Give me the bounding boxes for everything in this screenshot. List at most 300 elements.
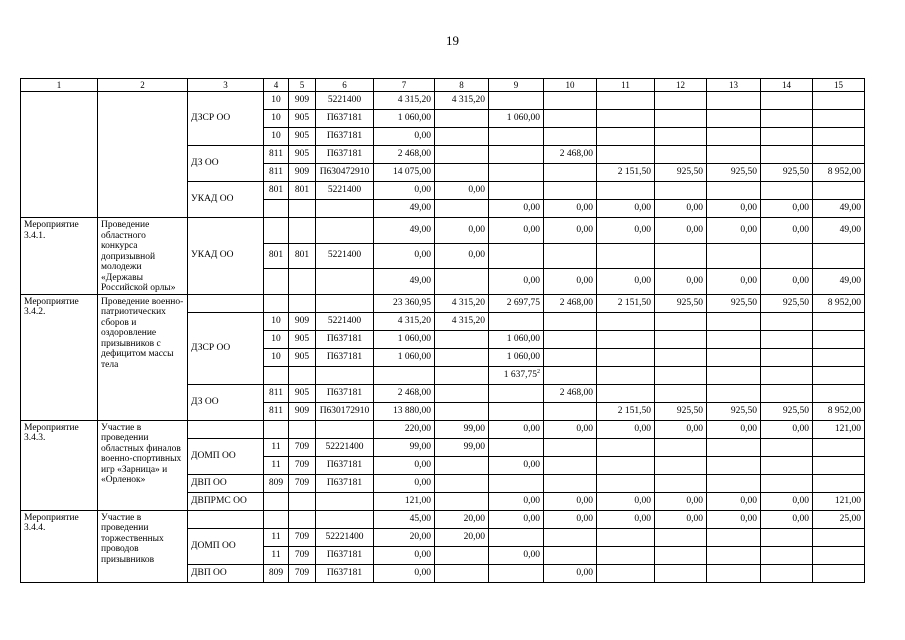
activity-code: Мероприятие 3.4.3. [21, 420, 98, 510]
amount-cell [655, 330, 707, 348]
amount-cell [597, 366, 655, 384]
amount-cell: 925,50 [707, 402, 761, 420]
amount-cell [655, 348, 707, 366]
amount-cell: 2 468,00 [544, 384, 597, 402]
column-header: 11 [597, 79, 655, 92]
amount-cell [597, 128, 655, 146]
code-cell: 811 [264, 384, 289, 402]
amount-cell [813, 312, 865, 330]
column-header: 15 [813, 79, 865, 92]
code-cell: 801 [289, 243, 316, 269]
amount-cell: 0,00 [374, 456, 435, 474]
code-cell: 10 [264, 110, 289, 128]
amount-cell: 49,00 [813, 200, 865, 218]
amount-cell [761, 312, 813, 330]
amount-cell: 1 060,00 [489, 110, 544, 128]
amount-cell: 0,00 [374, 474, 435, 492]
amount-cell [597, 243, 655, 269]
code-cell: П637181 [316, 384, 374, 402]
code-cell: П637181 [316, 110, 374, 128]
amount-cell: 220,00 [374, 420, 435, 438]
amount-cell [707, 474, 761, 492]
amount-cell [544, 110, 597, 128]
code-cell: П637181 [316, 546, 374, 564]
code-cell: 10 [264, 330, 289, 348]
amount-cell: 0,00 [597, 510, 655, 528]
empty-cell [188, 420, 264, 438]
amount-cell [655, 146, 707, 164]
amount-cell: 0,00 [655, 420, 707, 438]
amount-cell [435, 146, 489, 164]
code-cell: 905 [289, 110, 316, 128]
column-header: 9 [489, 79, 544, 92]
column-header: 7 [374, 79, 435, 92]
amount-cell [761, 182, 813, 200]
amount-cell: 1 060,00 [489, 330, 544, 348]
amount-cell [655, 92, 707, 110]
code-cell: 801 [289, 182, 316, 200]
amount-cell [435, 546, 489, 564]
code-cell [289, 366, 316, 384]
amount-cell [655, 366, 707, 384]
amount-cell: 0,00 [489, 510, 544, 528]
code-cell: 801 [264, 243, 289, 269]
amount-cell: 49,00 [813, 269, 865, 295]
amount-cell [761, 474, 813, 492]
amount-cell [544, 438, 597, 456]
amount-cell [707, 528, 761, 546]
amount-cell [489, 402, 544, 420]
amount-cell [544, 312, 597, 330]
code-cell [316, 492, 374, 510]
amount-cell: 4 315,20 [435, 312, 489, 330]
code-cell: 5221400 [316, 243, 374, 269]
amount-cell [655, 438, 707, 456]
code-cell: 10 [264, 312, 289, 330]
amount-cell: 20,00 [435, 528, 489, 546]
amount-cell [544, 456, 597, 474]
amount-cell: 4 315,20 [435, 92, 489, 110]
amount-cell: 0,00 [597, 269, 655, 295]
funding-source-cell: ДОМП ОО [188, 528, 264, 564]
amount-cell: 0,00 [655, 200, 707, 218]
amount-cell: 99,00 [435, 438, 489, 456]
code-cell: 709 [289, 438, 316, 456]
code-cell: 909 [289, 402, 316, 420]
column-header: 3 [188, 79, 264, 92]
code-cell [264, 492, 289, 510]
code-cell [316, 366, 374, 384]
amount-cell: 99,00 [435, 420, 489, 438]
amount-cell: 2 151,50 [597, 164, 655, 182]
amount-cell: 0,00 [597, 420, 655, 438]
activity-description: Участие в проведении областных финалов военно-спортивных игр «Зарница» и «Орленок» [98, 420, 188, 510]
amount-cell [707, 182, 761, 200]
amount-cell: 0,00 [655, 269, 707, 295]
amount-cell [435, 402, 489, 420]
amount-cell [489, 146, 544, 164]
code-cell: 5221400 [316, 312, 374, 330]
code-cell [316, 269, 374, 295]
amount-value: 1 637,75 [503, 369, 537, 380]
amount-cell: 25,00 [813, 510, 865, 528]
activity-description: Проведение областного конкурса допризывной молодежи «Державы Российской орлы» [98, 218, 188, 295]
funding-source-cell: ДЗ ОО [188, 146, 264, 182]
amount-cell [544, 348, 597, 366]
activity-code: Мероприятие 3.4.2. [21, 294, 98, 420]
amount-cell: 0,00 [489, 218, 544, 244]
amount-cell [489, 312, 544, 330]
amount-cell: 20,00 [435, 510, 489, 528]
amount-cell [544, 182, 597, 200]
amount-cell: 1 060,00 [374, 110, 435, 128]
amount-cell: 0,00 [489, 420, 544, 438]
amount-cell [707, 438, 761, 456]
code-cell [316, 420, 374, 438]
amount-cell [813, 128, 865, 146]
amount-cell [761, 546, 813, 564]
funding-source-cell: ДВП ОО [188, 474, 264, 492]
amount-cell [761, 564, 813, 582]
amount-cell [761, 438, 813, 456]
footnote-mark: 2 [537, 368, 540, 375]
column-header: 8 [435, 79, 489, 92]
amount-cell [435, 492, 489, 510]
amount-cell [707, 128, 761, 146]
amount-cell: 0,00 [435, 182, 489, 200]
amount-cell [707, 348, 761, 366]
amount-cell: 925,50 [655, 164, 707, 182]
code-cell: 709 [289, 474, 316, 492]
column-header: 5 [289, 79, 316, 92]
amount-cell: 2 468,00 [374, 146, 435, 164]
amount-cell [813, 474, 865, 492]
code-cell [316, 510, 374, 528]
code-cell [316, 294, 374, 312]
amount-cell: 0,00 [489, 200, 544, 218]
funding-source-cell: ДЗСР ОО [188, 312, 264, 384]
code-cell [289, 269, 316, 295]
amount-cell: 0,00 [374, 546, 435, 564]
code-cell [316, 200, 374, 218]
amount-cell [597, 348, 655, 366]
amount-cell: 8 952,00 [813, 164, 865, 182]
activity-code: Мероприятие 3.4.4. [21, 510, 98, 582]
amount-cell: 2 468,00 [374, 384, 435, 402]
amount-cell [597, 438, 655, 456]
code-cell: П637181 [316, 128, 374, 146]
code-cell: 10 [264, 128, 289, 146]
amount-cell [435, 164, 489, 182]
amount-cell: 4 315,20 [374, 312, 435, 330]
amount-cell: 1 060,00 [374, 348, 435, 366]
amount-cell [489, 92, 544, 110]
code-cell [264, 269, 289, 295]
column-header: 10 [544, 79, 597, 92]
code-cell: 11 [264, 546, 289, 564]
code-cell [289, 200, 316, 218]
code-cell: 709 [289, 528, 316, 546]
amount-cell: 49,00 [374, 200, 435, 218]
amount-cell [597, 330, 655, 348]
page-number: 19 [446, 33, 459, 48]
amount-cell [435, 200, 489, 218]
amount-cell [435, 110, 489, 128]
code-cell: 10 [264, 348, 289, 366]
amount-cell [707, 110, 761, 128]
amount-cell [544, 402, 597, 420]
amount-cell [435, 348, 489, 366]
table-row [21, 294, 865, 312]
amount-cell: 49,00 [374, 218, 435, 244]
amount-cell: 925,50 [707, 164, 761, 182]
table-row [21, 420, 865, 438]
amount-cell: 13 880,00 [374, 402, 435, 420]
amount-cell: 0,00 [374, 182, 435, 200]
amount-cell: 0,00 [707, 420, 761, 438]
amount-cell [489, 182, 544, 200]
amount-cell: 2 151,50 [597, 402, 655, 420]
code-cell: 709 [289, 546, 316, 564]
amount-cell [655, 564, 707, 582]
amount-cell [435, 456, 489, 474]
amount-cell: 4 315,20 [435, 294, 489, 312]
code-cell: 905 [289, 128, 316, 146]
amount-cell [597, 456, 655, 474]
amount-cell: 0,00 [761, 269, 813, 295]
amount-cell [655, 128, 707, 146]
amount-cell [813, 92, 865, 110]
amount-cell [597, 384, 655, 402]
funding-source-cell: ДЗСР ОО [188, 92, 264, 146]
amount-cell [435, 474, 489, 492]
column-header: 2 [98, 79, 188, 92]
code-cell [289, 294, 316, 312]
code-cell [289, 420, 316, 438]
amount-cell [544, 546, 597, 564]
amount-cell: 2 468,00 [544, 146, 597, 164]
amount-cell [435, 564, 489, 582]
table-row [21, 92, 865, 110]
amount-cell [655, 110, 707, 128]
column-header: 4 [264, 79, 289, 92]
code-cell: 801 [264, 182, 289, 200]
amount-cell: 0,00 [655, 510, 707, 528]
amount-cell [761, 330, 813, 348]
amount-cell: 0,00 [489, 546, 544, 564]
code-cell [264, 218, 289, 244]
amount-cell: 0,00 [435, 243, 489, 269]
amount-cell [435, 269, 489, 295]
amount-cell [761, 243, 813, 269]
amount-cell: 99,00 [374, 438, 435, 456]
empty-cell [21, 92, 98, 218]
funding-source-cell: ДВПРМС ОО [188, 492, 264, 510]
amount-cell [761, 110, 813, 128]
column-header: 12 [655, 79, 707, 92]
amount-cell: 14 075,00 [374, 164, 435, 182]
header-row [21, 79, 865, 92]
code-cell: 52221400 [316, 528, 374, 546]
amount-cell [597, 312, 655, 330]
amount-cell [707, 546, 761, 564]
amount-cell [813, 243, 865, 269]
amount-cell [489, 474, 544, 492]
amount-cell [489, 366, 544, 384]
amount-cell [597, 546, 655, 564]
code-cell: 11 [264, 456, 289, 474]
amount-cell [707, 330, 761, 348]
amount-cell: 0,00 [489, 456, 544, 474]
code-cell: 809 [264, 564, 289, 582]
amount-cell: 0,00 [655, 218, 707, 244]
amount-cell: 925,50 [761, 294, 813, 312]
activity-description: Проведение военно-патриотических сборов и оздоровление призывников с дефицитом массы тела [98, 294, 188, 420]
code-cell [289, 218, 316, 244]
code-cell: 11 [264, 438, 289, 456]
amount-cell: 0,00 [544, 492, 597, 510]
amount-cell [435, 384, 489, 402]
code-cell: П637181 [316, 456, 374, 474]
amount-cell [489, 384, 544, 402]
amount-cell [597, 564, 655, 582]
amount-cell: 8 952,00 [813, 402, 865, 420]
code-cell [289, 510, 316, 528]
code-cell [264, 200, 289, 218]
amount-cell: 2 468,00 [544, 294, 597, 312]
amount-cell: 0,00 [374, 243, 435, 269]
amount-cell [655, 546, 707, 564]
amount-cell [655, 182, 707, 200]
amount-cell: 925,50 [761, 164, 813, 182]
amount-cell: 20,00 [374, 528, 435, 546]
amount-cell [813, 564, 865, 582]
code-cell: П637181 [316, 564, 374, 582]
amount-cell: 0,00 [489, 269, 544, 295]
amount-cell [707, 146, 761, 164]
amount-cell [544, 366, 597, 384]
code-cell: 809 [264, 474, 289, 492]
amount-cell: 0,00 [544, 564, 597, 582]
amount-cell [761, 528, 813, 546]
code-cell: 905 [289, 348, 316, 366]
column-header: 6 [316, 79, 374, 92]
amount-cell: 2 697,75 [489, 294, 544, 312]
column-header: 1 [21, 79, 98, 92]
amount-cell: 0,00 [707, 510, 761, 528]
amount-cell [597, 182, 655, 200]
amount-cell [761, 366, 813, 384]
code-cell [264, 366, 289, 384]
code-cell: П637181 [316, 330, 374, 348]
amount-cell: 0,00 [435, 218, 489, 244]
amount-cell [597, 92, 655, 110]
amount-cell [597, 474, 655, 492]
code-cell: 5221400 [316, 92, 374, 110]
code-cell: 10 [264, 92, 289, 110]
amount-cell [707, 243, 761, 269]
amount-cell [655, 312, 707, 330]
amount-cell: 0,00 [707, 200, 761, 218]
funding-source-cell: ДОМП ОО [188, 438, 264, 474]
code-cell: 905 [289, 330, 316, 348]
code-cell [264, 510, 289, 528]
code-cell: 5221400 [316, 182, 374, 200]
amount-cell: 925,50 [707, 294, 761, 312]
amount-cell [707, 456, 761, 474]
amount-cell: 4 315,20 [374, 92, 435, 110]
code-cell: 811 [264, 146, 289, 164]
code-cell: 909 [289, 92, 316, 110]
amount-cell [761, 456, 813, 474]
amount-cell: 0,00 [761, 492, 813, 510]
amount-cell [544, 128, 597, 146]
amount-cell: 0,00 [761, 510, 813, 528]
amount-cell [707, 564, 761, 582]
amount-cell [489, 243, 544, 269]
amount-cell [544, 243, 597, 269]
amount-cell: 0,00 [707, 218, 761, 244]
code-cell [289, 492, 316, 510]
table-row [21, 510, 865, 528]
amount-cell: 0,00 [707, 269, 761, 295]
code-cell: П630472910 [316, 164, 374, 182]
amount-cell [707, 312, 761, 330]
amount-cell: 2 151,50 [597, 294, 655, 312]
code-cell: 709 [289, 564, 316, 582]
amount-cell: 0,00 [374, 564, 435, 582]
amount-cell [544, 92, 597, 110]
budget-table [20, 78, 865, 583]
amount-cell [655, 384, 707, 402]
amount-cell: 121,00 [813, 492, 865, 510]
amount-cell [813, 348, 865, 366]
activity-code: Мероприятие 3.4.1. [21, 218, 98, 295]
amount-cell: 1 060,00 [374, 330, 435, 348]
amount-cell: 925,50 [655, 294, 707, 312]
amount-cell [813, 384, 865, 402]
amount-cell: 23 360,95 [374, 294, 435, 312]
amount-cell: 0,00 [544, 218, 597, 244]
code-cell: 909 [289, 312, 316, 330]
funding-source-cell: УКАД ОО [188, 182, 264, 218]
activity-description: Участие в проведении торжественных проводов призывников [98, 510, 188, 582]
amount-cell [435, 128, 489, 146]
column-header: 13 [707, 79, 761, 92]
amount-cell [544, 474, 597, 492]
code-cell: П637181 [316, 348, 374, 366]
code-cell [264, 420, 289, 438]
amount-cell [761, 384, 813, 402]
amount-cell: 0,00 [544, 420, 597, 438]
amount-cell: 0,00 [489, 492, 544, 510]
amount-cell [544, 528, 597, 546]
amount-cell [597, 146, 655, 164]
amount-cell [813, 146, 865, 164]
amount-cell: 0,00 [374, 128, 435, 146]
amount-cell: 925,50 [655, 402, 707, 420]
amount-cell: 0,00 [655, 492, 707, 510]
amount-cell [813, 456, 865, 474]
amount-cell [707, 92, 761, 110]
amount-cell [813, 330, 865, 348]
empty-cell [188, 294, 264, 312]
amount-cell [489, 528, 544, 546]
code-cell: 905 [289, 384, 316, 402]
code-cell [264, 294, 289, 312]
amount-cell [761, 128, 813, 146]
amount-cell: 0,00 [597, 218, 655, 244]
